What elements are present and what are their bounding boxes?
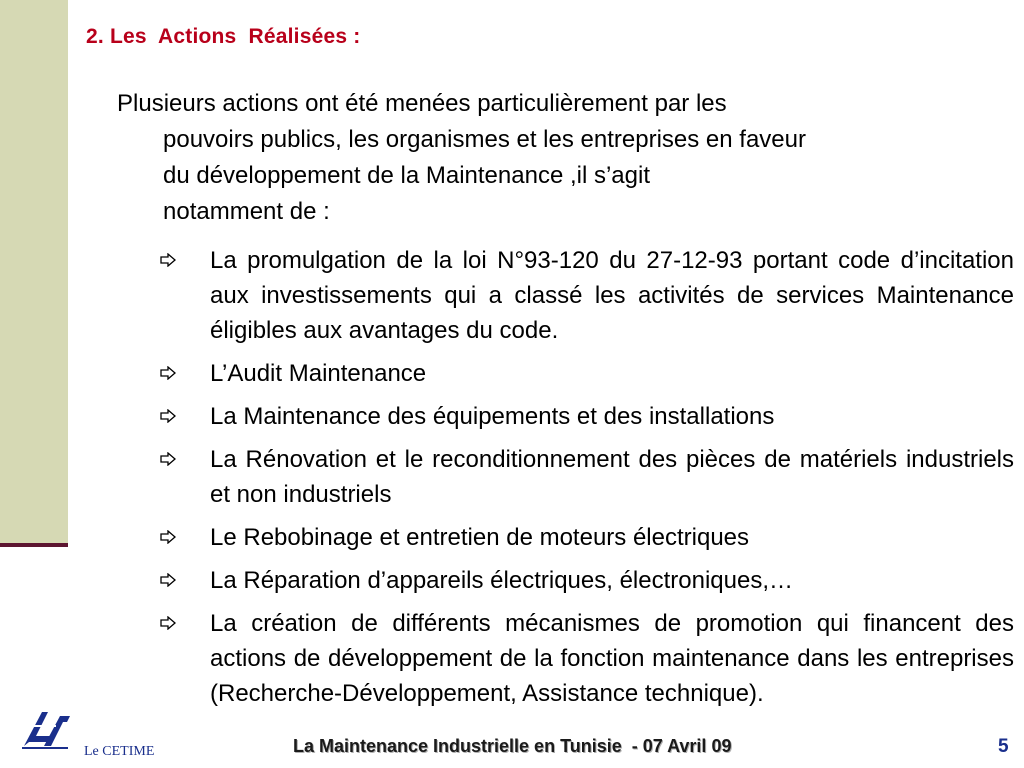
list-item <box>160 606 1014 711</box>
list-item <box>160 520 1014 555</box>
sidebar-divider <box>0 543 68 547</box>
hollow-arrow-right-icon <box>160 563 178 598</box>
hollow-arrow-right-icon <box>160 243 178 278</box>
list-item <box>160 243 1014 348</box>
footer-organization: Le CETIME <box>84 744 155 759</box>
intro-line: Plusieurs actions ont été menées particulièrement par les <box>117 90 727 117</box>
intro-line: du développement de la Maintenance ,il s’agit <box>163 162 650 189</box>
list-item-text: La Réparation d’appareils électriques, électroniques,… <box>210 567 794 594</box>
list-item <box>160 442 1014 512</box>
hollow-arrow-right-icon <box>160 606 178 641</box>
intro-paragraph <box>117 86 1012 230</box>
list-item-text: La Rénovation et le reconditionnement des pièces de matériels industriels et non industriels <box>210 446 1014 508</box>
list-item-text: L’Audit Maintenance <box>210 360 427 387</box>
hollow-arrow-right-icon <box>160 399 178 434</box>
slide-title: 2. Les Actions Réalisées : <box>86 25 361 48</box>
decorative-sidebar <box>0 0 68 545</box>
list-item-text: La création de différents mécanismes de promotion qui financent des actions de développement de la fonction maintenance dans les entreprises (Recherche-Développement, Assistance technique). <box>210 610 1014 707</box>
actions-list <box>160 243 1014 719</box>
hollow-arrow-right-icon <box>160 520 178 555</box>
cetime-logo-icon <box>20 706 72 752</box>
intro-line: pouvoirs publics, les organismes et les entreprises en faveur <box>163 126 806 153</box>
list-item-text: La promulgation de la loi N°93-120 du 27-12-93 portant code d’incitation aux investissements qui a classé les activités de services Maintenance éligibles aux avantages du code. <box>210 247 1014 344</box>
list-item <box>160 356 1014 391</box>
hollow-arrow-right-icon <box>160 442 178 477</box>
footer-presentation-title: La Maintenance Industrielle en Tunisie - 07 Avril 09 <box>293 736 732 756</box>
list-item <box>160 399 1014 434</box>
list-item <box>160 563 1014 598</box>
intro-line: notamment de : <box>163 198 330 225</box>
page-number: 5 <box>998 736 1009 757</box>
list-item-text: Le Rebobinage et entretien de moteurs électriques <box>210 524 750 551</box>
hollow-arrow-right-icon <box>160 356 178 391</box>
list-item-text: La Maintenance des équipements et des installations <box>210 403 775 430</box>
